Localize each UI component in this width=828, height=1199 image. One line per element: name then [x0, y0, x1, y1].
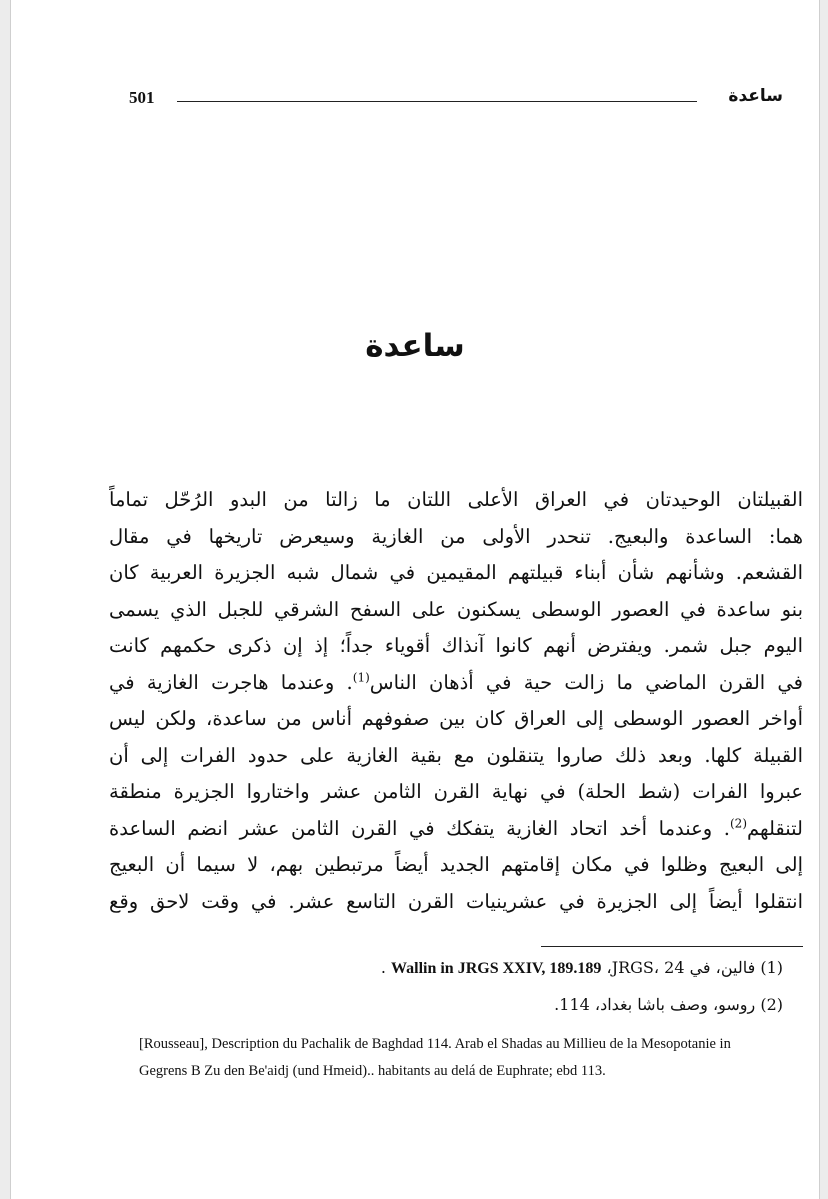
- body-line: [109, 665, 803, 702]
- page-header: [129, 88, 783, 114]
- body-line-tail: . وعندما أخد اتحاد الغازية يتفكك في القرن الثامن عشر انضم الساعدة: [109, 816, 730, 840]
- latin-note: [139, 1031, 739, 1085]
- latin-note-line: [Rousseau], Description du Pachalik de Baghdad 114. Arab el Shadas au Millieu de la Mesopotanie in: [139, 1036, 731, 1052]
- body-line: القشعم. وشأنهم شأن أبناء قبيلتهم المقيمين في شمال شبه الجزيرة العربية كان: [109, 561, 803, 584]
- footnote-rule: [541, 946, 803, 947]
- body-text: [109, 482, 803, 920]
- footnote-1-dot: .: [380, 958, 386, 977]
- body-line-text: لتنقلهم: [747, 816, 803, 840]
- footnote-1: [381, 958, 783, 978]
- body-line: [109, 811, 803, 848]
- body-line: القبيلتان الوحيدتان في العراق الأعلى اللتان ما زالتا من البدو الرُحّل تماماً: [109, 488, 803, 511]
- body-line: انتقلوا أيضاً إلى الجزيرة في عشرينيات القرن التاسع عشر. في وقت لاحق وقع: [109, 889, 803, 913]
- body-line-tail: . وعندما هاجرت الغازية في: [109, 670, 353, 694]
- body-line: عبروا الفرات (شط الحلة) في نهاية القرن الثامن عشر واختاروا الجزيرة منطقة: [109, 780, 803, 803]
- running-head: ساعدة: [728, 86, 783, 106]
- page-number: 501: [129, 88, 155, 107]
- chapter-title: ساعدة: [365, 328, 465, 364]
- footnote-1-latin: Wallin in JRGS XXIV, 189.189: [391, 960, 602, 977]
- latin-note-line: Gegrens B Zu den Be'aidj (und Hmeid).. habitants au delá de Euphrate; ebd 113.: [139, 1063, 606, 1079]
- header-rule: [177, 101, 697, 102]
- document-page: [10, 0, 820, 1199]
- footnote-2: (2) روسو، وصف باشا بغداد، 114.: [554, 995, 783, 1014]
- body-line: بنو ساعدة في العصور الوسطى يسكنون على السفح الشرقي للجبل الذي يسمى: [109, 597, 803, 621]
- footnote-ref-1: (1): [352, 670, 370, 684]
- body-line: اليوم جبل شمر. ويفترض أنهم كانوا آنذاك أقوياء جداً؛ إذ إن ذكرى حكمهم كانت: [109, 634, 803, 657]
- body-line: أواخر العصور الوسطى إلى العراق كان بين صفوفهم أناس من ساعدة، ولكن ليس: [109, 707, 803, 730]
- body-line: القبيلة كلها. وبعد ذلك صاروا يتنقلون مع بقية الغازية على حدود الفرات إلى أن: [109, 743, 803, 767]
- body-line-text: في القرن الماضي ما زالت حية في أذهان الناس: [369, 670, 803, 694]
- footnote-1-arabic: (1) فالين، في JRGS، 24،: [606, 958, 783, 977]
- body-line: هما: الساعدة والبعيج. تنحدر الأولى من الغازية وسيعرض تاريخها في مقال: [109, 524, 803, 548]
- footnote-ref-2: (2): [729, 816, 747, 830]
- body-line: إلى البعيج وظلوا في مكان إقامتهم الجديد أيضاً مرتبطين بهم، لا سيما أن البعيج: [109, 853, 803, 876]
